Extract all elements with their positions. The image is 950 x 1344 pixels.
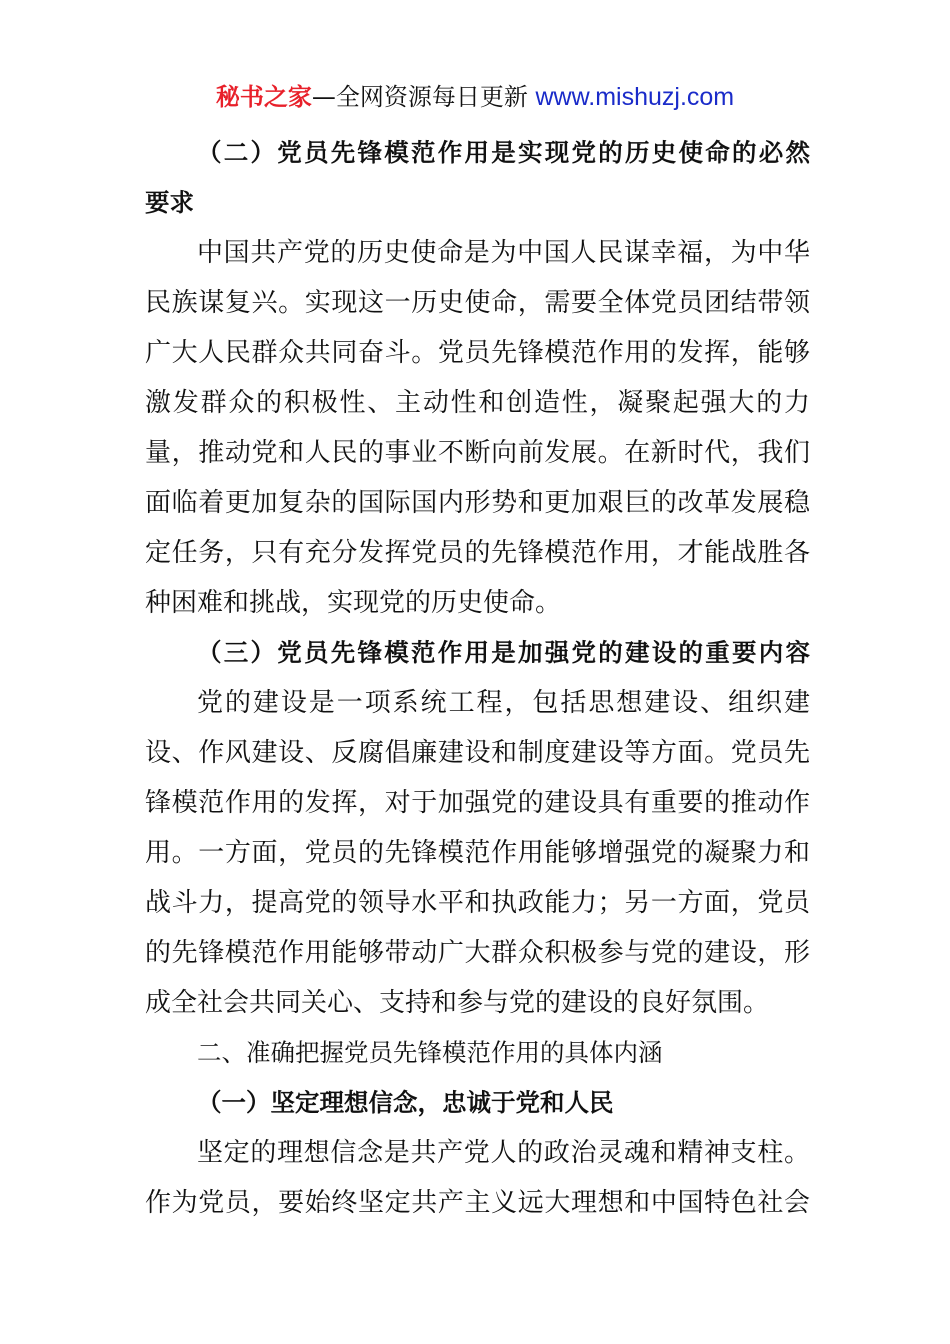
paragraph-line: 面临着更加复杂的国际国内形势和更加艰巨的改革发展稳 [145,488,810,518]
section-heading-2-cont: 要求 [145,188,194,217]
paragraph-line: 锋模范作用的发挥，对于加强党的建设具有重要的推动作 [145,788,810,818]
header-tagline: —全网资源每日更新 [311,83,536,111]
chapter-heading: 二、准确把握党员先锋模范作用的具体内涵 [197,1038,663,1067]
section-heading-2: （二）党员先锋模范作用是实现党的历史使命的必然 [197,138,810,167]
paragraph-line: 作为党员，要始终坚定共产主义远大理想和中国特色社会 [145,1188,810,1218]
paragraph-line: 用。一方面，党员的先锋模范作用能够增强党的凝聚力和 [145,838,810,868]
brand-name: 秘书之家 [215,83,312,111]
paragraph-line: 党的建设是一项系统工程，包括思想建设、组织建 [197,688,810,718]
paragraph-line: 民族谋复兴。实现这一历史使命，需要全体党员团结带领 [145,288,810,318]
paragraph-line: 设、作风建设、反腐倡廉建设和制度建设等方面。党员先 [145,738,810,768]
section-heading-1: （一）坚定理想信念，忠诚于党和人民 [197,1088,614,1117]
paragraph-line: 量，推动党和人民的事业不断向前发展。在新时代，我们 [145,438,810,468]
site-header [0,80,950,114]
paragraph-line: 激发群众的积极性、主动性和创造性，凝聚起强大的力 [145,388,810,418]
section-heading-3: （三）党员先锋模范作用是加强党的建设的重要内容 [197,638,810,667]
paragraph-line: 种困难和挑战，实现党的历史使命。 [145,588,562,618]
paragraph-line: 定任务，只有充分发挥党员的先锋模范作用，才能战胜各 [145,538,810,568]
paragraph-line: 坚定的理想信念是共产党人的政治灵魂和精神支柱。 [197,1138,810,1168]
paragraph-line: 战斗力，提高党的领导水平和执政能力；另一方面，党员 [145,888,810,918]
paragraph-line: 成全社会共同关心、支持和参与党的建设的良好氛围。 [145,988,770,1018]
site-url[interactable]: www.mishuzj.com [535,83,735,111]
paragraph-line: 广大人民群众共同奋斗。党员先锋模范作用的发挥，能够 [145,338,810,368]
paragraph-line: 的先锋模范作用能够带动广大群众积极参与党的建设，形 [145,938,810,968]
document-body [145,128,810,1228]
paragraph-line: 中国共产党的历史使命是为中国人民谋幸福，为中华 [197,238,810,268]
